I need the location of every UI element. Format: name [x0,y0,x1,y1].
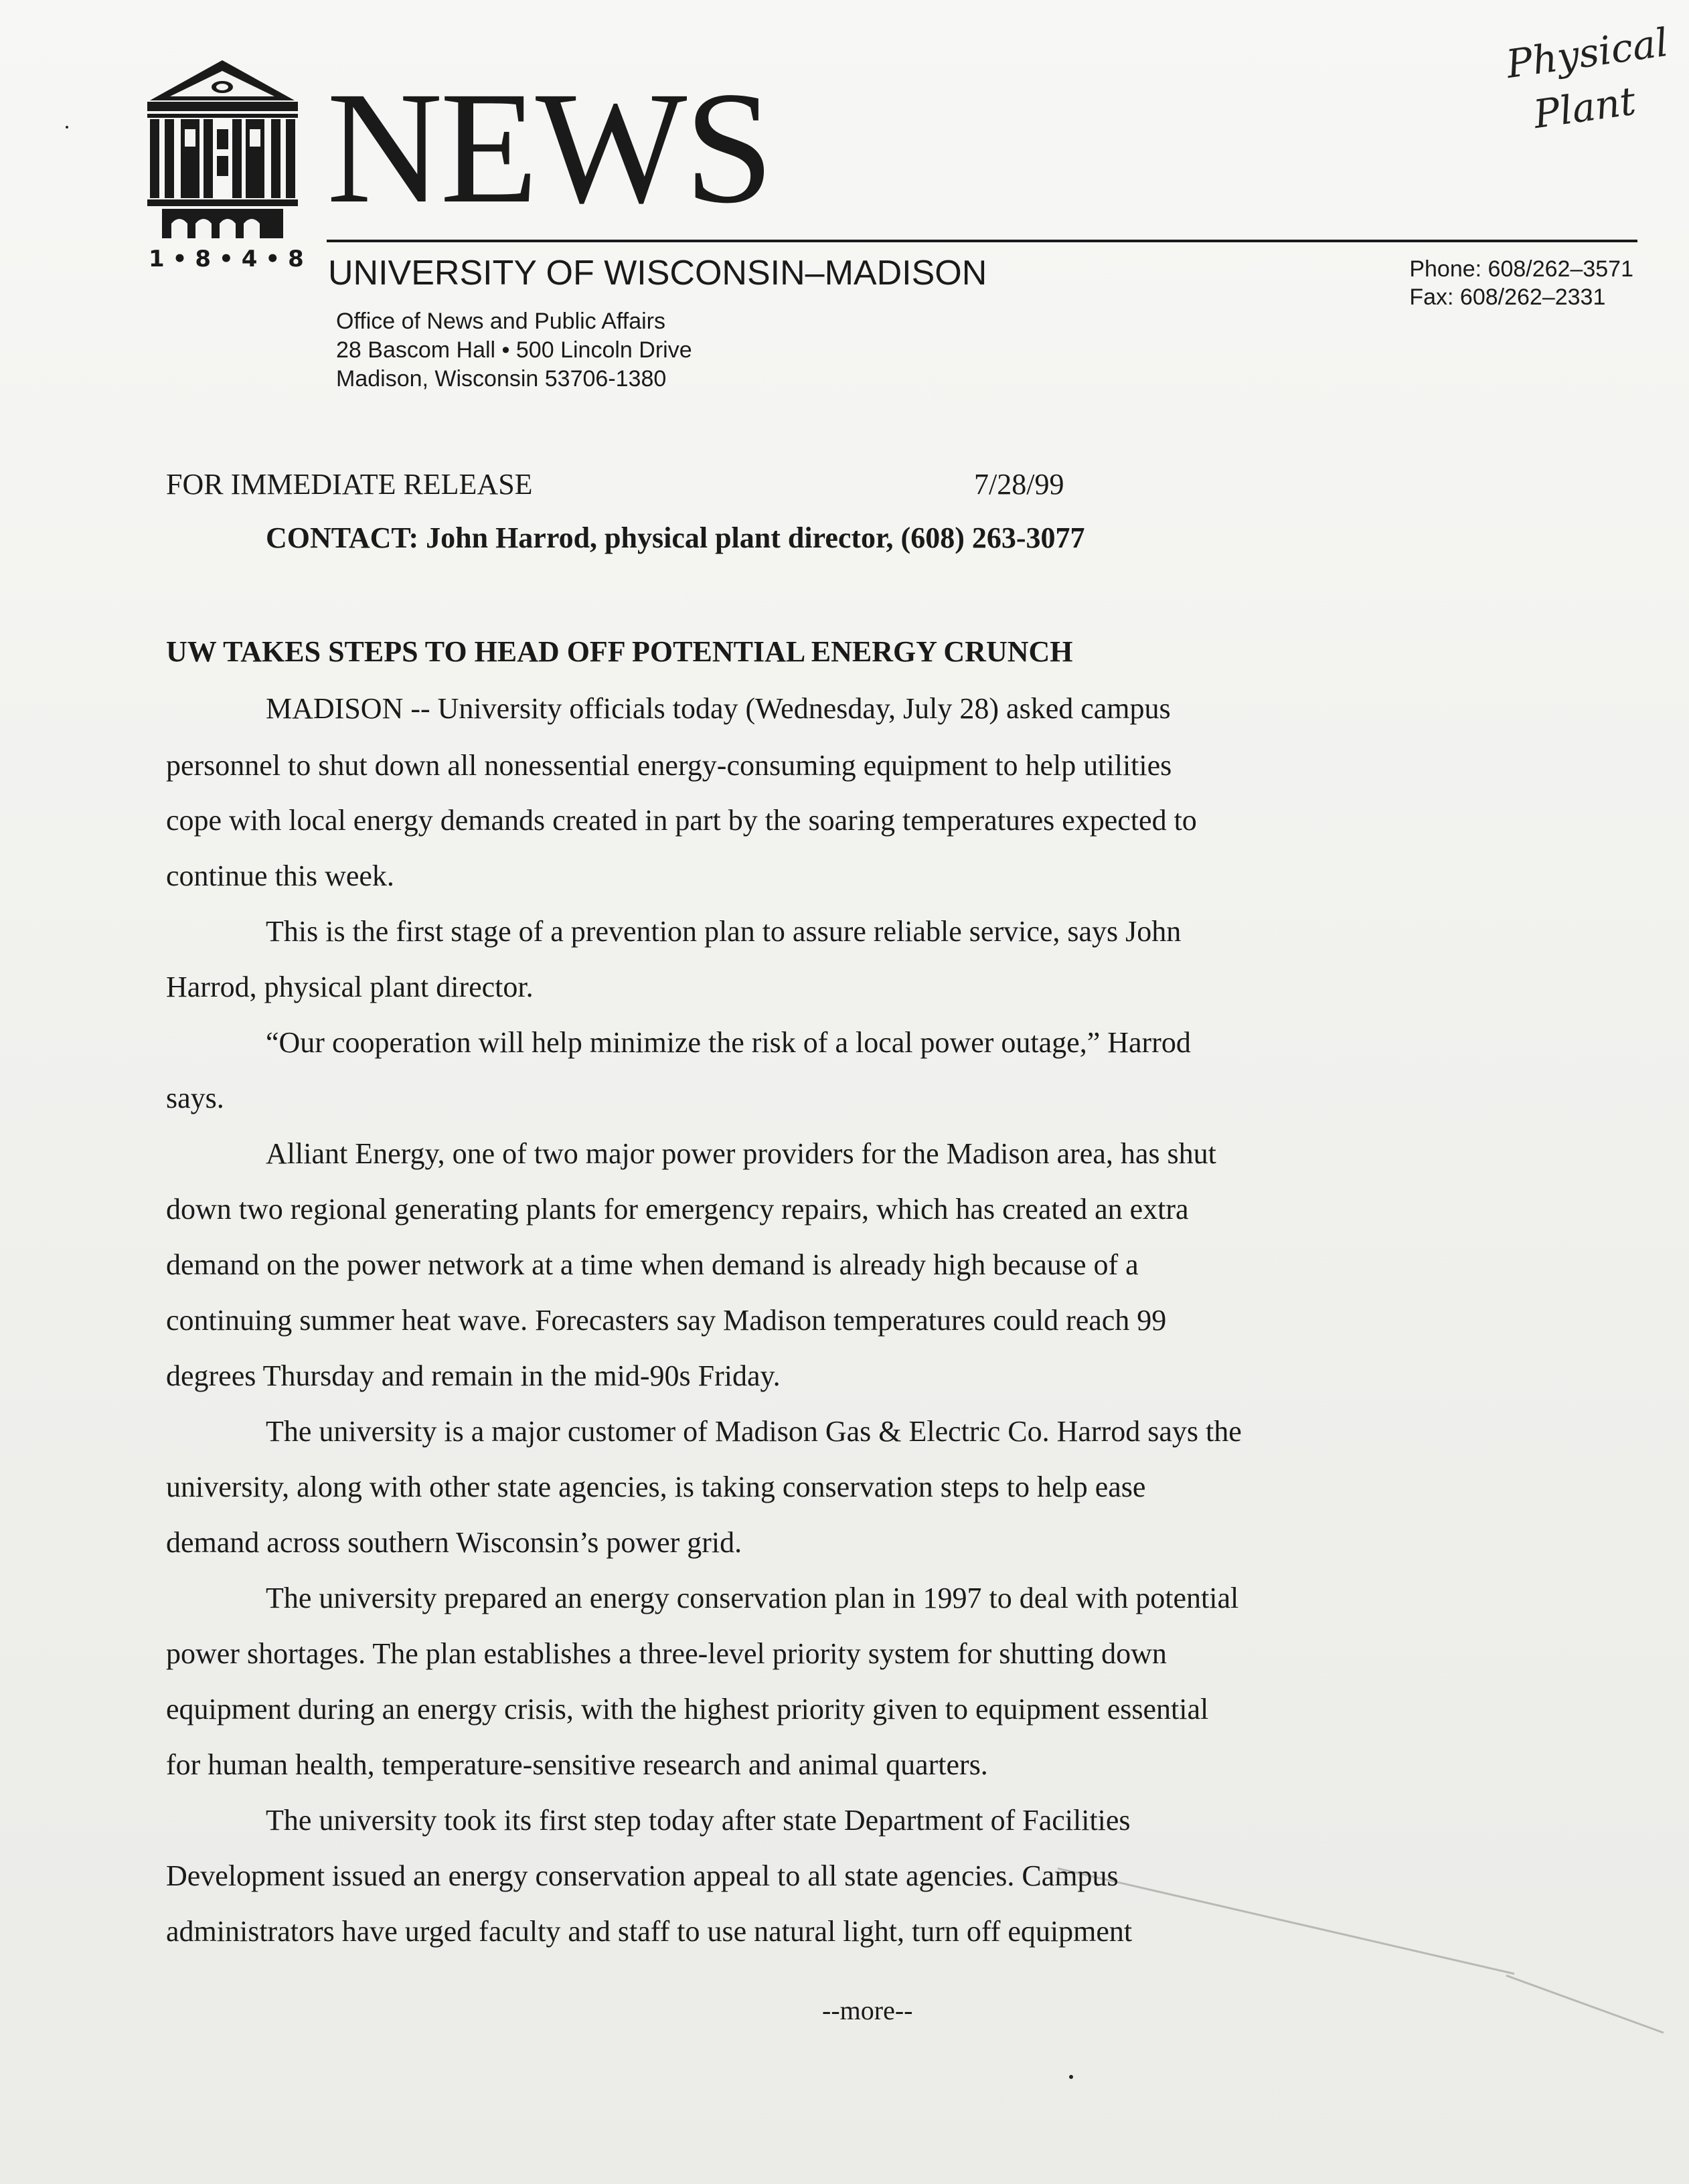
handwritten-note [1503,17,1670,144]
body-line: Development issued an energy conservation appeal to all state agencies. Campus [166,1859,1119,1892]
body-line: equipment during an energy crisis, with the highest priority given to equipment essential [166,1693,1209,1726]
body-line: MADISON -- University officials today (Wednesday, July 28) asked campus [266,692,1171,725]
speck [1069,2075,1073,2079]
body-line: The university is a major customer of Madison Gas & Electric Co. Harrod says the [266,1415,1242,1448]
fax-number: Fax: 608/262–2331 [1409,284,1606,310]
headline: UW TAKES STEPS TO HEAD OFF POTENTIAL ENERGY CRUNCH [166,635,1073,668]
release-date: 7/28/99 [974,468,1064,501]
founding-year: 1•8•4•8 [149,246,312,272]
office-line: 28 Bascom Hall • 500 Lincoln Drive [336,337,692,363]
bascom-hall-logo-icon [147,59,298,240]
masthead-rule [327,240,1637,242]
body-line: Alliant Energy, one of two major power providers for the Madison area, has shut [266,1137,1216,1170]
paper-wrinkle [1506,1975,1664,2033]
body-line: The university prepared an energy conservation plan in 1997 to deal with potential [266,1582,1239,1614]
body-line: continuing summer heat wave. Forecasters say Madison temperatures could reach 99 [166,1304,1167,1337]
body-line: degrees Thursday and remain in the mid-90s Friday. [166,1359,781,1392]
speck [66,126,68,129]
body-line: says. [166,1082,224,1114]
body-line: “Our cooperation will help minimize the risk of a local power outage,” Harrod [266,1026,1191,1059]
masthead-title: NEWS [327,58,771,236]
body-line: personnel to shut down all nonessential energy-consuming equipment to help utilities [166,749,1172,782]
body-line: university, along with other state agencies, is taking conservation steps to help ease [166,1471,1146,1503]
university-name: UNIVERSITY OF WISCONSIN–MADISON [328,254,987,292]
body-line: The university took its first step today after state Department of Facilities [266,1804,1131,1837]
body-line: continue this week. [166,859,394,892]
phone-number: Phone: 608/262–3571 [1409,256,1633,282]
body-line: Harrod, physical plant director. [166,971,534,1003]
contact-line: CONTACT: John Harrod, physical plant director, (608) 263-3077 [266,521,1085,554]
office-line: Office of News and Public Affairs [336,309,665,334]
body-line: demand on the power network at a time when demand is already high because of a [166,1248,1139,1281]
body-line: down two regional generating plants for emergency repairs, which has created an extra [166,1193,1189,1226]
body-line: power shortages. The plan establishes a three-level priority system for shutting down [166,1637,1167,1670]
more-indicator: --more-- [822,1995,913,2025]
phone-fax-block [1409,255,1633,311]
body-line: administrators have urged faculty and staff to use natural light, turn off equipment [166,1915,1133,1948]
handwritten-line: Plant [1530,78,1639,138]
release-label: FOR IMMEDIATE RELEASE [166,468,533,501]
office-address [336,307,692,394]
body-line: demand across southern Wisconsin’s power grid. [166,1526,742,1559]
office-line: Madison, Wisconsin 53706-1380 [336,366,667,392]
handwritten-line: Physical [1503,19,1671,88]
body-line: for human health, temperature-sensitive research and animal quarters. [166,1748,988,1781]
body-line: cope with local energy demands created in part by the soaring temperatures expected to [166,804,1197,837]
body-line: This is the first stage of a prevention plan to assure reliable service, says John [266,915,1182,948]
